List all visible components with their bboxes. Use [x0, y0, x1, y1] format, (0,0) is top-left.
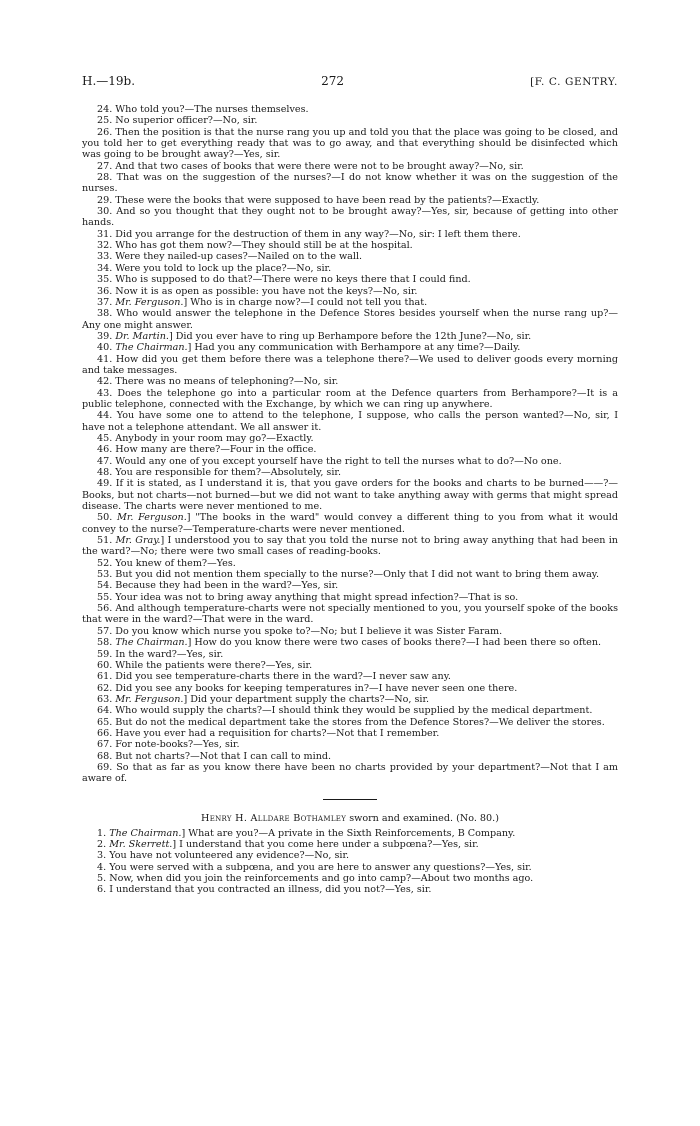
question-text: ] What are you?—A private in the Sixth Reinforcements, B Company.: [181, 827, 516, 839]
question-paragraph: [82, 671, 618, 682]
question-text: 45. Anybody in your room may go?—Exactly.: [97, 432, 314, 444]
question-paragraph: [82, 592, 618, 603]
question-paragraph: [82, 626, 618, 637]
question-text: 55. Your idea was not to bring away anything that might spread infection?—That is so.: [97, 591, 519, 603]
witness-running-title: [F. C. GENTRY.: [530, 76, 618, 88]
question-text: 3. You have not volunteered any evidence?—No, sir.: [97, 850, 350, 862]
witness-number: (No. 80.): [456, 812, 499, 824]
question-paragraph: [82, 558, 618, 569]
question-text: 28. That was on the suggestion of the nurses?—I do not know whether it was on the suggestion of the nurses.: [82, 172, 618, 195]
question-text: 43. Does the telephone go into a particular room at the Defence quarters from Berhampore?—It is a public telephone, connected with the Exchange, by which we can ring up anywhere.: [82, 387, 618, 410]
question-paragraph: [82, 873, 618, 884]
question-text: ] Did you ever have to ring up Berhampore before the 12th June?—No, sir.: [168, 330, 532, 342]
question-paragraph: [82, 850, 618, 861]
question-paragraph: [82, 580, 618, 591]
question-text: 48. You are responsible for them?—Absolutely, sir.: [97, 467, 341, 478]
running-head: [82, 74, 618, 88]
question-paragraph: [82, 762, 618, 785]
speaker-name: The Chairman.: [115, 637, 188, 649]
question-paragraph: [82, 535, 618, 558]
question-paragraph: [82, 297, 618, 308]
question-paragraph: [82, 115, 618, 126]
section-divider: [323, 799, 377, 800]
witness-heading: [82, 812, 618, 825]
question-paragraph: [82, 308, 618, 331]
question-text: 52. You knew of them?—Yes.: [97, 557, 236, 569]
question-text: 4. You were served with a subpœna, and you are here to answer any questions?—Yes, sir.: [97, 861, 532, 873]
question-paragraph: [82, 251, 618, 262]
question-text: 64. Who would supply the charts?—I should think they would be supplied by the medical department.: [97, 705, 593, 717]
question-paragraph: [82, 512, 618, 535]
question-text: 60. While the patients were there?—Yes, sir.: [97, 659, 313, 671]
question-text: 62. Did you see any books for keeping temperatures in?—I have never seen one there.: [97, 682, 518, 694]
question-text: 24. Who told you?—The nurses themselves.: [97, 104, 309, 115]
question-text: ] How do you know there were two cases of books there?—I had been there so often.: [187, 637, 602, 649]
question-paragraph: [82, 127, 618, 161]
question-paragraph: [82, 388, 618, 411]
question-text: 36. Now it is as open as possible: you have not the keys?—No, sir.: [97, 285, 418, 297]
question-paragraph: [82, 637, 618, 648]
question-text: 33. Were they nailed-up cases?—Nailed on to the wall.: [97, 251, 363, 263]
question-text: 27. And that two cases of books that were there were not to be brought away?—No, sir.: [97, 160, 524, 172]
question-paragraph: [82, 354, 618, 377]
question-paragraph: [82, 683, 618, 694]
question-text: ] Had you any communication with Berhampore at any time?—Daily.: [187, 342, 521, 354]
question-paragraph: [82, 456, 618, 467]
question-text: 49. If it is stated, as I understand it is, that you gave orders for the books and charts to be burned——?—Books, but not charts—not burned—but we did not want to take anything away with germs that might spread disease. The charts were never mentioned to me.: [82, 478, 618, 513]
question-text: 44. You have some one to attend to the telephone, I suppose, who calls the person wanted?—No, sir, I have not a telephone attendant. We all answer it.: [82, 410, 618, 433]
speaker-name: Mr. Ferguson.: [115, 693, 184, 705]
paper-reference: H.—19b.: [82, 74, 136, 88]
question-number: 63.: [97, 693, 113, 705]
question-text: 59. In the ward?—Yes, sir.: [97, 648, 224, 660]
speaker-name: Dr. Martin.: [115, 330, 169, 342]
question-paragraph: [82, 862, 618, 873]
question-paragraph: [82, 478, 618, 512]
question-text: 53. But you did not mention them specially to the nurse?—Only that I did not want to bring them away.: [97, 569, 600, 581]
speaker-name: The Chairman.: [115, 342, 188, 354]
question-text: ] Did your department supply the charts?—No, sir.: [183, 693, 430, 705]
question-paragraph: [82, 433, 618, 444]
question-number: 37.: [97, 296, 113, 308]
question-paragraph: [82, 172, 618, 195]
question-paragraph: [82, 649, 618, 660]
question-number: 1.: [97, 827, 107, 839]
question-text: 57. Do you know which nurse you spoke to?—No; but I believe it was Sister Faram.: [97, 625, 503, 637]
question-text: 66. Have you ever had a requisition for charts?—Not that I remember.: [97, 727, 440, 739]
question-paragraph: [82, 263, 618, 274]
speaker-name: Mr. Ferguson.: [117, 512, 187, 524]
question-paragraph: [82, 705, 618, 716]
question-paragraph: [82, 161, 618, 172]
question-paragraph: [82, 444, 618, 455]
question-paragraph: [82, 206, 618, 229]
question-number: 40.: [97, 342, 113, 354]
question-text: ] I understood you to say that you told the nurse not to bring away anything that had been in the ward?—No; there were two small cases of reading-books.: [82, 535, 618, 558]
question-paragraph: [82, 569, 618, 580]
question-text: 61. Did you see temperature-charts there in the ward?—I never saw any.: [97, 671, 451, 683]
question-number: 50.: [97, 512, 113, 524]
question-text: 32. Who has got them now?—They should still be at the hospital.: [97, 240, 413, 252]
question-text: 38. Who would answer the telephone in the Defence Stores besides yourself when the nurse rang up?—Any one might answer.: [82, 308, 618, 331]
question-paragraph: [82, 229, 618, 240]
question-paragraph: [82, 603, 618, 626]
question-text: 35. Who is supposed to do that?—There were no keys there that I could find.: [97, 274, 471, 286]
question-text: 29. These were the books that were supposed to have been read by the patients?—Exactly.: [97, 194, 540, 206]
question-text: ] I understand that you come here under a subpœna?—Yes, sir.: [172, 838, 479, 850]
question-text: 42. There was no means of telephoning?—No, sir.: [97, 376, 339, 388]
question-text: 46. How many are there?—Four in the office.: [97, 444, 317, 456]
question-paragraph: [82, 739, 618, 750]
question-paragraph: [82, 376, 618, 387]
question-paragraph: [82, 104, 618, 115]
speaker-name: Mr. Ferguson.: [115, 296, 184, 308]
question-paragraph: [82, 195, 618, 206]
question-paragraph: [82, 410, 618, 433]
evidence-questions: [82, 104, 618, 785]
question-paragraph: [82, 660, 618, 671]
question-paragraph: [82, 274, 618, 285]
question-paragraph: [82, 342, 618, 353]
question-number: 2.: [97, 838, 107, 850]
witness-sworn: sworn and examined.: [349, 812, 454, 824]
question-number: 51.: [97, 535, 113, 547]
question-text: 41. How did you get them before there was a telephone there?—We used to deliver goods every morning and take messages.: [82, 353, 618, 376]
question-text: ] Who is in charge now?—I could not tell you that.: [183, 296, 428, 308]
witness-name: Henry H. Alldare Bothamley: [201, 812, 347, 824]
question-paragraph: [82, 240, 618, 251]
question-paragraph: [82, 467, 618, 478]
question-number: 58.: [97, 637, 113, 649]
question-text: 6. I understand that you contracted an illness, did you not?—Yes, sir.: [97, 884, 432, 896]
speaker-name: The Chairman.: [109, 827, 182, 839]
question-text: 5. Now, when did you join the reinforcements and go into camp?—About two months ago.: [97, 873, 534, 884]
question-paragraph: [82, 728, 618, 739]
page-number: 272: [321, 74, 345, 88]
question-number: 39.: [97, 330, 113, 342]
question-text: 31. Did you arrange for the destruction of them in any way?—No, sir: I left them there.: [97, 228, 521, 240]
question-paragraph: [82, 828, 618, 839]
question-text: 30. And so you thought that they ought not to be brought away?—Yes, sir, because of getting into other hands.: [82, 206, 618, 229]
question-text: 47. Would any one of you except yourself have the right to tell the nurses what to do?—No one.: [97, 455, 562, 467]
question-paragraph: [82, 884, 618, 895]
question-text: 56. And although temperature-charts were not specially mentioned to you, you yourself spoke of the books that were in the ward?—That were in the ward.: [82, 603, 618, 626]
question-paragraph: [82, 694, 618, 705]
question-text: 69. So that as far as you know there have been no charts provided by your department?—Not that I am aware of.: [82, 761, 618, 785]
question-text: ] "The books in the ward" would convey a different thing to you from what it would convey to the nurse?—Temperature-charts were never mentioned.: [82, 512, 618, 535]
question-paragraph: [82, 331, 618, 342]
speaker-name: Mr. Gray.: [115, 535, 161, 547]
question-paragraph: [82, 717, 618, 728]
question-text: 34. Were you told to lock up the place?—No, sir.: [97, 262, 332, 274]
question-text: 68. But not charts?—Not that I can call to mind.: [97, 750, 332, 762]
question-text: 25. No superior officer?—No, sir.: [97, 115, 258, 127]
question-paragraph: [82, 286, 618, 297]
evidence-questions-second-witness: [82, 828, 618, 896]
speaker-name: Mr. Skerrett.: [109, 838, 173, 850]
question-paragraph: [82, 839, 618, 850]
question-text: 54. Because they had been in the ward?—Yes, sir.: [97, 580, 339, 592]
question-text: 65. But do not the medical department take the stores from the Defence Stores?—We deliver the stores.: [97, 716, 605, 728]
question-paragraph: [82, 751, 618, 762]
question-text: 26. Then the position is that the nurse rang you up and told you that the place was going to be closed, and you told her to get everything ready that was to go away, and that everything should be disinfected which was going to be brought away?—Yes, sir.: [82, 126, 618, 161]
question-text: 67. For note-books?—Yes, sir.: [97, 739, 240, 751]
